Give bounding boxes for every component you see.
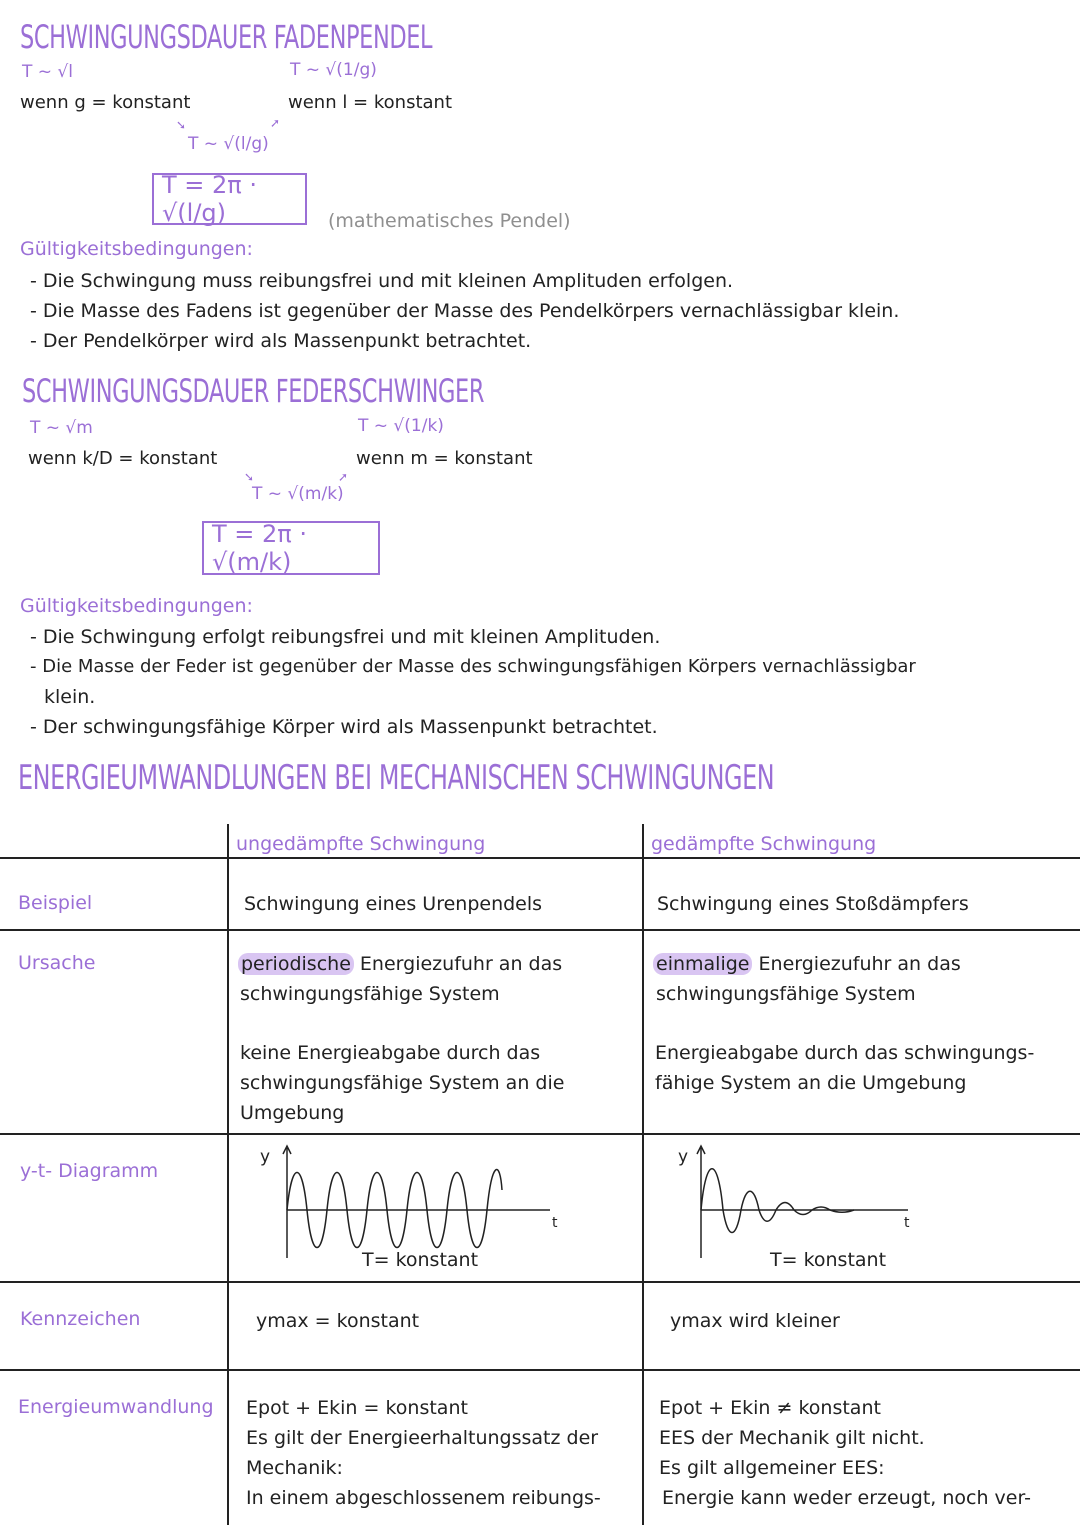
undamped-axis-t-label: t <box>552 1215 558 1231</box>
energieumwandlung-undamped-line-2: Es gilt der Energieerhaltungssatz der <box>246 1427 599 1449</box>
column-header-damped: gedämpfte Schwingung <box>651 833 877 855</box>
fadenpendel-formula: T = 2π · √(l/g) <box>162 171 258 227</box>
kennzeichen-undamped: ymax = konstant <box>256 1310 420 1332</box>
beispiel-undamped: Schwingung eines Urenpendels <box>244 893 543 915</box>
ursache-undamped-line-4: schwingungsfähige System an die <box>240 1072 565 1094</box>
damped-caption: T= konstant <box>770 1249 887 1271</box>
damped-axis-t-label: t <box>904 1215 910 1231</box>
fadenpendel-prop-right: T ~ √(1/g) <box>290 60 377 80</box>
energieumwandlung-undamped-line-4: In einem abgeschlossenem reibungs- <box>246 1487 601 1509</box>
undamped-oscillation-graph <box>250 1140 580 1275</box>
federschwinger-condition-2: - Die Masse der Feder ist gegenüber der Masse des schwingungsfähigen Körpers vernachlässigbar <box>30 656 916 677</box>
ursache-undamped-line-3: keine Energieabgabe durch das <box>240 1042 541 1064</box>
federschwinger-cond-left: wenn k/D = konstant <box>28 448 218 469</box>
ursache-damped-line-1 <box>653 949 961 979</box>
federschwinger-condition-3: klein. <box>44 686 96 708</box>
fadenpendel-title: SCHWINGUNGSDAUER FADENPENDEL <box>20 18 433 56</box>
damped-curve <box>701 1169 854 1233</box>
ursache-undamped-line-5: Umgebung <box>240 1102 345 1124</box>
fadenpendel-validity-heading: Gültigkeitsbedingungen: <box>20 238 253 260</box>
undamped-caption: T= konstant <box>362 1249 479 1271</box>
ursache-damped-line-4: fähige System an die Umgebung <box>655 1072 967 1094</box>
fadenpendel-condition-1: - Die Schwingung muss reibungsfrei und mit kleinen Amplituden erfolgen. <box>30 270 734 292</box>
column-header-undamped: ungedämpfte Schwingung <box>236 833 486 855</box>
row-label-diagramm: y-t- Diagramm <box>20 1160 159 1182</box>
energie-title: ENERGIEUMWANDLUNGEN BEI MECHANISCHEN SCHWINGUNGEN <box>18 758 775 798</box>
energieumwandlung-undamped-line-3: Mechanik: <box>246 1457 343 1479</box>
row-label-beispiel: Beispiel <box>18 892 93 914</box>
table-rule <box>0 929 1080 931</box>
undamped-axis-y-label: y <box>260 1147 271 1167</box>
arrow-down-right-icon: ➘ <box>244 470 255 484</box>
fadenpendel-condition-2: - Die Masse des Fadens ist gegenüber der Masse des Pendelkörpers vernachlässigbar klein. <box>30 300 900 322</box>
arrow-down-left-icon: ➚ <box>270 116 281 130</box>
arrow-down-right-icon: ➘ <box>176 118 187 132</box>
table-column-divider <box>227 824 229 1525</box>
beispiel-damped: Schwingung eines Stoßdämpfers <box>657 893 969 915</box>
kennzeichen-damped: ymax wird kleiner <box>670 1310 840 1332</box>
fadenpendel-prop-left: T ~ √l <box>22 62 73 82</box>
fadenpendel-condition-3: - Der Pendelkörper wird als Massenpunkt betrachtet. <box>30 330 532 352</box>
federschwinger-formula: T = 2π · √(m/k) <box>212 520 308 576</box>
energieumwandlung-damped-line-4: Energie kann weder erzeugt, noch ver- <box>662 1487 1031 1509</box>
federschwinger-cond-right: wenn m = konstant <box>356 448 533 469</box>
ursache-damped-text-1: Energiezufuhr an das <box>752 953 961 975</box>
fadenpendel-note: (mathematisches Pendel) <box>328 210 571 232</box>
fadenpendel-cond-right: wenn l = konstant <box>288 92 452 113</box>
energieumwandlung-damped-line-1: Epot + Ekin ≠ konstant <box>659 1397 881 1419</box>
federschwinger-formula-box <box>202 521 380 575</box>
table-rule <box>0 1133 1080 1135</box>
federschwinger-prop-right: T ~ √(1/k) <box>358 416 444 436</box>
damped-axis-y-label: y <box>678 1147 689 1167</box>
federschwinger-combined: T ~ √(m/k) <box>252 484 344 504</box>
energieumwandlung-damped-line-3: Es gilt allgemeiner EES: <box>659 1457 885 1479</box>
undamped-curve <box>287 1170 502 1248</box>
fadenpendel-formula-box <box>152 173 307 225</box>
row-label-kennzeichen: Kennzeichen <box>20 1308 141 1330</box>
table-rule <box>0 857 1080 859</box>
arrow-down-left-icon: ➚ <box>338 470 349 484</box>
table-rule <box>0 1281 1080 1283</box>
ursache-undamped-line-1 <box>238 949 562 979</box>
ursache-undamped-text-1: Energiezufuhr an das <box>353 953 563 975</box>
federschwinger-condition-1: - Die Schwingung erfolgt reibungsfrei und mit kleinen Amplituden. <box>30 626 661 648</box>
table-column-divider <box>642 824 644 1525</box>
fadenpendel-combined: T ~ √(l/g) <box>188 134 269 154</box>
federschwinger-validity-heading: Gültigkeitsbedingungen: <box>20 595 253 617</box>
energieumwandlung-damped-line-2: EES der Mechanik gilt nicht. <box>659 1427 925 1449</box>
fadenpendel-cond-left: wenn g = konstant <box>20 92 191 113</box>
energieumwandlung-undamped-line-1: Epot + Ekin = konstant <box>246 1397 468 1419</box>
ursache-undamped-line-2: schwingungsfähige System <box>240 983 500 1005</box>
table-rule <box>0 1369 1080 1371</box>
federschwinger-prop-left: T ~ √m <box>30 418 93 438</box>
ursache-damped-line-3: Energieabgabe durch das schwingungs- <box>655 1042 1035 1064</box>
highlight-periodische: periodische <box>238 953 354 975</box>
damped-oscillation-graph <box>668 1140 998 1275</box>
ursache-damped-line-2: schwingungsfähige System <box>656 983 916 1005</box>
federschwinger-condition-4: - Der schwingungsfähige Körper wird als Massenpunkt betrachtet. <box>30 716 658 738</box>
row-label-energieumwandlung: Energieumwandlung <box>18 1396 214 1418</box>
row-label-ursache: Ursache <box>18 952 96 974</box>
federschwinger-title: SCHWINGUNGSDAUER FEDERSCHWINGER <box>22 372 485 410</box>
highlight-einmalige: einmalige <box>653 953 752 975</box>
